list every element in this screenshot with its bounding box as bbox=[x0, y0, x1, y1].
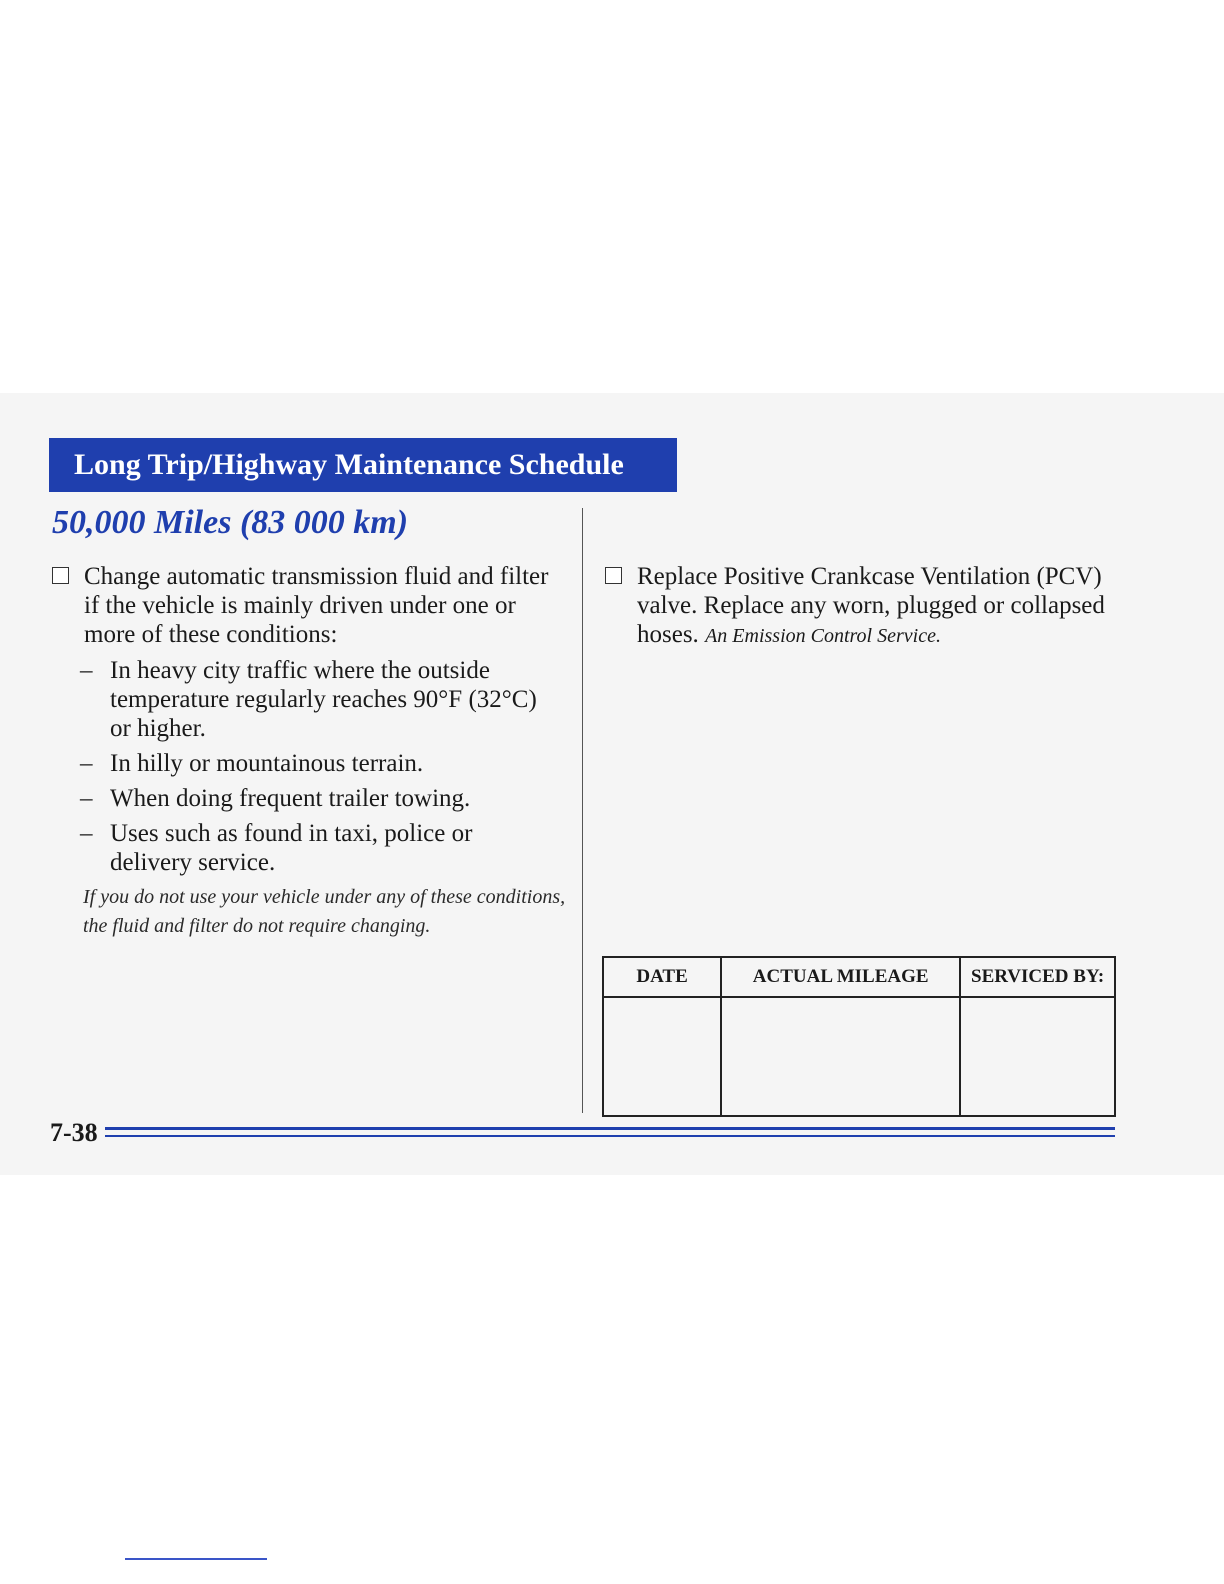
service-record-table bbox=[602, 956, 1116, 1117]
bottom-divider bbox=[125, 1558, 267, 1560]
dash-bullet: – bbox=[80, 750, 93, 777]
footer-rule bbox=[105, 1135, 1115, 1137]
list-item bbox=[80, 656, 550, 743]
task-transmission-fluid bbox=[52, 562, 552, 649]
conditions-note: If you do not use your vehicle under any of these conditions, the fluid and filter do not require changing. bbox=[83, 886, 566, 937]
checkbox-transmission-fluid[interactable] bbox=[52, 567, 69, 584]
conditions-list bbox=[80, 656, 550, 883]
page-title: Long Trip/Highway Maintenance Schedule bbox=[49, 438, 677, 492]
list-item bbox=[80, 749, 550, 778]
condition-text: When doing frequent trailer towing. bbox=[110, 785, 471, 812]
dash-bullet: – bbox=[80, 785, 93, 812]
task-pcv-valve-description: Replace Positive Crankcase Ventilation (PCV) valve. Replace any worn, plugged or collapsed hoses. bbox=[637, 563, 1105, 648]
list-item bbox=[80, 784, 550, 813]
condition-text: In hilly or mountainous terrain. bbox=[110, 750, 424, 777]
serviced-by-cell[interactable] bbox=[960, 997, 1115, 1116]
column-divider bbox=[582, 508, 583, 1113]
task-pcv-valve bbox=[605, 562, 1125, 651]
condition-text: Uses such as found in taxi, police or delivery service. bbox=[110, 820, 473, 876]
task-pcv-valve-text bbox=[605, 562, 1125, 651]
dash-bullet: – bbox=[80, 657, 93, 684]
task-transmission-fluid-text: Change automatic transmission fluid and filter if the vehicle is mainly driven under one or more of these conditions: bbox=[84, 563, 549, 648]
checkbox-pcv-valve[interactable] bbox=[605, 567, 622, 584]
mileage-heading: 50,000 Miles (83 000 km) bbox=[52, 504, 409, 541]
column-header-actual-mileage: ACTUAL MILEAGE bbox=[721, 957, 960, 997]
page-number: 7-38 bbox=[50, 1118, 98, 1147]
condition-text: In heavy city traffic where the outside temperature regularly reaches 90°F (32°C) or higher. bbox=[110, 657, 537, 742]
table-row bbox=[603, 997, 1115, 1116]
footer-rule bbox=[105, 1127, 1115, 1130]
table-header-row bbox=[603, 957, 1115, 997]
dash-bullet: – bbox=[80, 820, 93, 847]
column-header-serviced-by: SERVICED BY: bbox=[960, 957, 1115, 997]
service-type-label: An Emission Control Service. bbox=[705, 625, 941, 647]
actual-mileage-cell[interactable] bbox=[721, 997, 960, 1116]
date-cell[interactable] bbox=[603, 997, 721, 1116]
column-header-date: DATE bbox=[603, 957, 721, 997]
list-item bbox=[80, 819, 550, 877]
